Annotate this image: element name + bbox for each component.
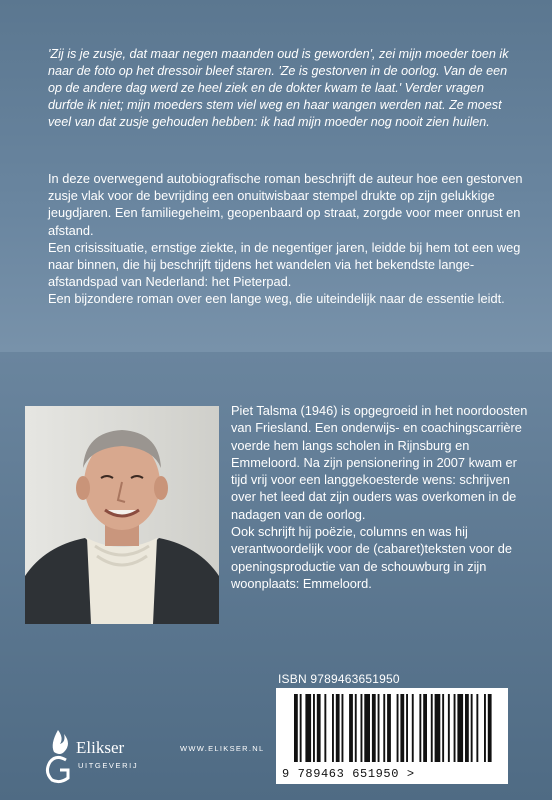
- barcode-bar: [336, 694, 340, 762]
- barcode-bar: [442, 694, 444, 762]
- bio-paragraph: Piet Talsma (1946) is opgegroeid in het noordoosten van Friesland. Een onderwijs- en coachingscarrière voerde hem langs scholen in Rijnsburg en Emmeloord. Na zijn pensionering in 2007 kwam er tijd vrij voor een langgekoesterde wens: schrijven over het leed dat zijn ouders was overkomen in de nadagen van de oorlog.: [231, 403, 528, 522]
- flame-g-logo-icon: [40, 726, 76, 786]
- barcode-bar: [305, 694, 311, 762]
- barcode-bar: [431, 694, 433, 762]
- publisher-website: WWW.ELIKSER.NL: [180, 744, 265, 753]
- barcode-bar: [423, 694, 427, 762]
- opening-quote: 'Zij is je zusje, dat maar negen maanden oud is geworden', zei mijn moeder toen ik naar de foto op het dressoir bleef staren. 'Ze is gestorven in de oorlog. Van de een op de andere dag werd ze heel ziek en de dokter kwam te laat.' Verder vragen durfde ik niet; mijn moeders stem viel weg en haar wangen werden nat. Ze moest veel van dat zusje gehouden hebben: ik had mijn moeder nog nooit zien huilen.: [48, 47, 509, 129]
- barcode-bar: [435, 694, 441, 762]
- blurb-paragraph: Een crisissituatie, ernstige ziekte, in de negentiger jaren, leidde bij hem tot een weg naar binnen, die hij beschrijft tijdens het wandelen via het bekendste lange-afstandspad van Nederland: het Pieterpad.: [48, 239, 521, 290]
- barcode: [276, 688, 508, 784]
- barcode-bar: [317, 694, 321, 762]
- barcode-bar: [387, 694, 391, 762]
- isbn-label: ISBN 9789463651950: [278, 672, 400, 686]
- barcode-bar: [471, 694, 473, 762]
- barcode-bar: [364, 694, 370, 762]
- barcode-bar: [300, 694, 302, 762]
- barcode-bar: [488, 694, 492, 762]
- author-photo: [25, 406, 219, 624]
- barcode-bar: [372, 694, 376, 762]
- barcode-bar: [378, 694, 380, 762]
- barcode-bar: [361, 694, 363, 762]
- barcode-bar: [448, 694, 450, 762]
- blurb-paragraph: In deze overwegend autobiografische roman beschrijft de auteur hoe een gestorven zusje vlak voor de bevrijding een onuitwisbaar stempel drukte op zijn gelukkige jeugdjaren. Een familiegeheim, geopenbaard op straat, zorgde voor meer onrust en afstand.: [48, 171, 523, 238]
- book-blurb: [48, 170, 526, 308]
- barcode-bar: [294, 694, 298, 762]
- barcode-bar: [406, 694, 408, 762]
- barcode-bar: [349, 694, 353, 762]
- publisher-logo: [40, 726, 170, 786]
- barcode-bar: [324, 694, 326, 762]
- author-biography: [231, 402, 531, 592]
- publisher-subtitle: UITGEVERIJ: [78, 761, 139, 770]
- barcode-bar: [313, 694, 315, 762]
- barcode-bar: [484, 694, 486, 762]
- barcode-bar: [454, 694, 456, 762]
- barcode-bar: [332, 694, 334, 762]
- barcode-bar: [412, 694, 414, 762]
- author-portrait-illustration: [25, 406, 219, 624]
- barcode-number: 9 789463 651950 >: [282, 767, 415, 781]
- publisher-name: Elikser: [76, 738, 125, 757]
- barcode-bar: [419, 694, 421, 762]
- barcode-bar: [397, 694, 399, 762]
- barcode-bars: [276, 688, 508, 768]
- barcode-bar: [457, 694, 463, 762]
- barcode-bar: [383, 694, 385, 762]
- barcode-bar: [342, 694, 344, 762]
- barcode-bar: [355, 694, 357, 762]
- barcode-bar: [465, 694, 469, 762]
- barcode-bar: [476, 694, 478, 762]
- barcode-bar: [400, 694, 404, 762]
- bio-paragraph: Ook schrijft hij poëzie, columns en was hij verantwoordelijk voor de (cabaret)teksten voor de openingsproductie van de schouwburg in zijn woonplaats: Emmeloord.: [231, 524, 512, 591]
- blurb-paragraph: Een bijzondere roman over een lange weg, die uiteindelijk naar de essentie leidt.: [48, 291, 505, 307]
